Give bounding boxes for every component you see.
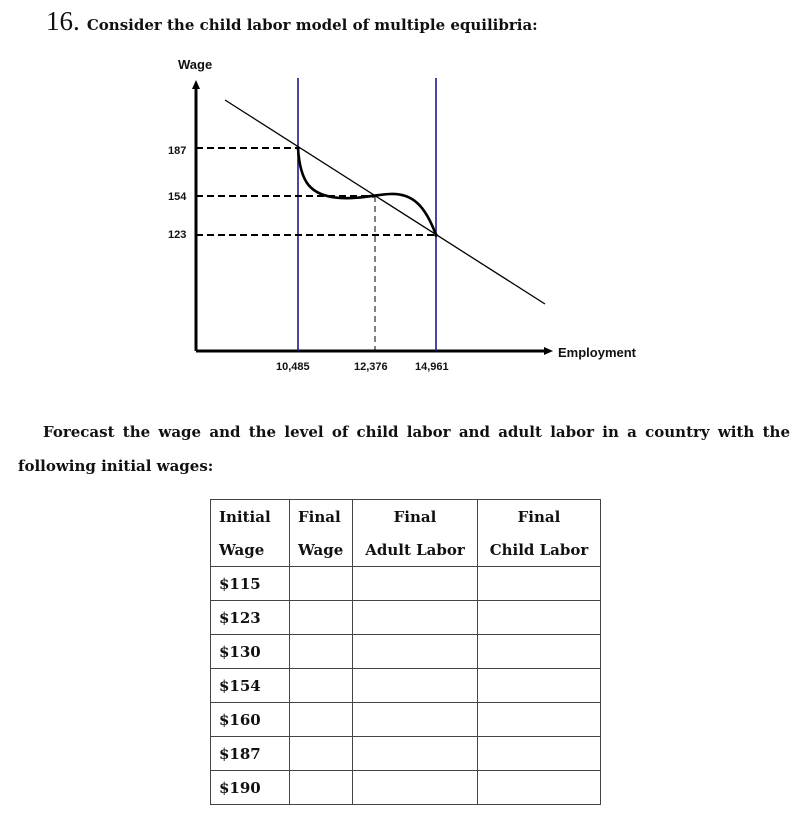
wage-tick-154: 154 — [168, 191, 187, 203]
child-labor-cell[interactable] — [478, 601, 601, 635]
equilibrium-point-middle — [371, 194, 375, 198]
table-row — [211, 703, 601, 737]
wage-tick-123: 123 — [168, 229, 187, 241]
child-labor-cell[interactable] — [478, 669, 601, 703]
initial-wage-cell: $123 — [211, 601, 290, 635]
initial-wage-cell: $160 — [211, 703, 290, 737]
employment-tick-10485: 10,485 — [276, 361, 310, 373]
adult-labor-cell[interactable] — [353, 635, 478, 669]
instructions-paragraph — [18, 415, 790, 483]
header-initial: Initial — [211, 500, 290, 534]
table-header-row-2 — [211, 533, 601, 567]
final-wage-cell[interactable] — [290, 567, 353, 601]
initial-wage-cell: $187 — [211, 737, 290, 771]
adult-labor-cell[interactable] — [353, 567, 478, 601]
instructions-line-1: Forecast the wage and the level of child labor and adult labor in a country with the — [43, 423, 790, 441]
equilibrium-point-high — [296, 146, 300, 150]
employment-tick-14961: 14,961 — [415, 361, 449, 373]
final-wage-cell[interactable] — [290, 771, 353, 805]
final-wage-cell[interactable] — [290, 635, 353, 669]
adult-labor-cell[interactable] — [353, 601, 478, 635]
header-final-wage-top: Final — [290, 500, 353, 534]
header-wage: Wage — [211, 533, 290, 567]
table-header-row-1 — [211, 500, 601, 534]
adult-labor-cell[interactable] — [353, 669, 478, 703]
question-number: 16. — [46, 6, 80, 36]
final-wage-cell[interactable] — [290, 669, 353, 703]
initial-wage-cell: $130 — [211, 635, 290, 669]
child-labor-cell[interactable] — [478, 635, 601, 669]
table-row — [211, 669, 601, 703]
y-axis-label: Wage — [178, 57, 213, 72]
x-axis-arrow — [544, 347, 553, 355]
wage-forecast-table — [210, 499, 601, 805]
table-row — [211, 601, 601, 635]
header-final-wage-bottom: Wage — [290, 533, 353, 567]
initial-wage-cell: $154 — [211, 669, 290, 703]
final-wage-cell[interactable] — [290, 703, 353, 737]
child-labor-cell[interactable] — [478, 737, 601, 771]
adult-labor-cell[interactable] — [353, 703, 478, 737]
header-adult-labor: Adult Labor — [353, 533, 478, 567]
table-row — [211, 635, 601, 669]
child-labor-cell[interactable] — [478, 567, 601, 601]
child-labor-cell[interactable] — [478, 703, 601, 737]
adult-labor-cell[interactable] — [353, 771, 478, 805]
multiple-equilibria-graph — [0, 0, 798, 400]
instructions-line-2: following initial wages: — [18, 457, 214, 475]
final-wage-cell[interactable] — [290, 737, 353, 771]
initial-wage-cell: $115 — [211, 567, 290, 601]
table-row — [211, 771, 601, 805]
header-child-labor: Child Labor — [478, 533, 601, 567]
header-final-adult-top: Final — [353, 500, 478, 534]
table-row — [211, 567, 601, 601]
equilibrium-point-low — [434, 233, 438, 237]
wage-tick-187: 187 — [168, 145, 187, 157]
header-final-child-top: Final — [478, 500, 601, 534]
demand-line — [225, 100, 545, 304]
x-axis-label: Employment — [558, 345, 637, 360]
employment-tick-12376: 12,376 — [354, 361, 388, 373]
child-labor-cell[interactable] — [478, 771, 601, 805]
question-text: Consider the child labor model of multiple equilibria: — [86, 16, 538, 34]
final-wage-cell[interactable] — [290, 601, 353, 635]
table-row — [211, 737, 601, 771]
adult-labor-cell[interactable] — [353, 737, 478, 771]
initial-wage-cell: $190 — [211, 771, 290, 805]
y-axis-arrow — [192, 80, 200, 89]
